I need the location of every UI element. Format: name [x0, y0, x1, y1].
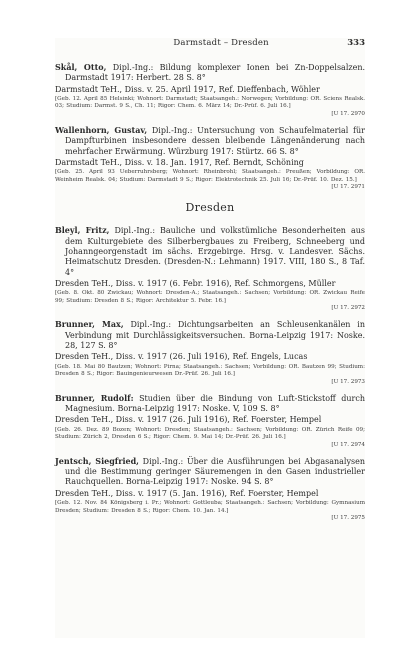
entry-title: Studien über die Bindung von Luft-Stickstoff durch Magnesium. Borna-Leipzig 1917: Noske. V, 109 S. 8° [65, 393, 365, 414]
dissertation-line: Darmstadt TeH., Diss. v. 25. April 1917, Ref. Dieffenbach, Wöhler [55, 84, 320, 94]
dresden-entries [55, 225, 365, 522]
section-heading-dresden: Dresden [185, 201, 235, 215]
entry-citation [55, 456, 365, 488]
entry-title: Dipl.-Ing.: Über die Ausführungen bei Abgasanalysen und die Bestimmung geringer Säuremengen in den Gasen industrieller Rauchquellen. Borna-Leipzig 1917: Noske. 94 S. 8° [65, 456, 365, 487]
bibliography-entry [55, 125, 365, 191]
entry-title: Dipl.-Ing.: Dichtungsarbeiten an Schleusenkanälen in Verbindung mit Durchlässigkeitsversuchen. Borna-Leipzig 1917: Noske. 28, 127 S. 8° [65, 320, 366, 351]
dissertation-line: Dresden TeH., Diss. v. 1917 (26. Juli 1916), Ref. Foerster, Hempel [55, 415, 322, 425]
catalog-number: [U 17. 2975 [331, 515, 365, 522]
running-head [55, 38, 365, 52]
author-name: Bleyl, Fritz, [55, 225, 110, 236]
author-name: Brunner, Rudolf: [55, 392, 134, 403]
entry-title: Dipl.-Ing.: Untersuchung von Schaufelmaterial für Dampfturbinen insbesondere dessen bleibende Längenänderung nach mehrfacher Erwärmung. Würzburg 1917: Stürtz. 66 S. 8° [65, 126, 365, 156]
catalog-number: [U 17. 2974 [331, 441, 365, 448]
dissertation-line: Darmstadt TeH., Diss. v. 18. Jan. 1917, Ref. Berndt, Schöning [55, 157, 304, 167]
catalog-number: [U 17. 2972 [331, 305, 365, 312]
entry-citation [55, 319, 365, 351]
entry-citation [55, 125, 365, 157]
biographical-note: [Geb. 12. Nov. 84 Königsberg i. Pr.; Wohnort: Gottleuba; Staatsangeh.: Sachsen; Vorbildung: Gymnasium Dresden; Studium: Dresden 8 S.; Rigor: Chem. 10. Jan. 14.] [55, 500, 365, 514]
bibliography-entry [55, 225, 365, 312]
biographical-note: [Geb. 25. April 93 Ueberruhrsberg; Wohnort: Rheinbrohl; Staatsangeh.: Preußen; Vorbildung: OR. Weinheim Realsk. 04; Studium: Darmstadt 9 S.; Rigor: Elektrotechnik 25. Juli 16; Dr.-Prüf. 10. Dez. 15.] [55, 169, 365, 183]
bibliography-entry [55, 393, 365, 449]
entry-citation [55, 393, 365, 415]
darmstadt-entries [55, 62, 365, 191]
bibliography-entry [55, 319, 365, 385]
running-head-title: Darmstadt – Dresden [173, 38, 269, 48]
biographical-note: [Geb. 26. Dez. 89 Bozen; Wohnort: Dresden; Staatsangeh.: Sachsen; Vorbildung: OR. Zürich Reife 09; Studium: Zürich 2, Dresden 6 S.; Rigor: Chem. 9. Mai 14; Dr.-Prüf. 26. Juli 16.] [55, 426, 365, 441]
bibliography-entry [55, 62, 365, 118]
author-name: Jentsch, Siegfried, [55, 455, 139, 466]
catalog-number: [U 17. 2970 [331, 111, 365, 118]
author-name: Wallenhorn, Gustav, [55, 125, 148, 136]
author-name: Skål, Otto, [55, 62, 107, 72]
biographical-note: [Geb. 12. April 85 Helsinki; Wohnort: Darmstadt; Staatsangeh.: Norwegen; Vorbildung: OR. Sciens Realsk. 03; Studium: Darmst. 9 S., Ch. 11; Rigor: Chem. 6. März 14; Dr.-Prüf. 6. Juli 16.] [55, 95, 365, 110]
biographical-note: [Geb. 18. Mai 80 Bautzen; Wohnort: Pirna; Staatsangeh.: Sachsen; Vorbildung: OR. Bautzen 99; Studium: Dresden 8 S.; Rigor: Bauingenieurwesen Dr.-Prüf. 26. Juli 16.] [55, 363, 365, 378]
entry-citation [55, 225, 365, 277]
bibliography-entry [55, 456, 365, 522]
dissertation-line: Dresden TeH., Diss. v. 1917 (6. Febr. 1916), Ref. Schmorgens, Müller [55, 278, 336, 288]
dissertation-line: Dresden TeH., Diss. v. 1917 (5. Jan. 1916), Ref. Foerster, Hempel [55, 488, 319, 498]
entry-title: Dipl.-Ing.: Bauliche und volkstümliche Besonderheiten aus dem Kulturgebiete des Silberbergbaues zu Freiberg, Schneeberg und Johanngeorgenstadt im sächs. Erzgebirge. Hrsg. v. Landesver. Sächs. Heimatschutz Dresden. (Dresden-N.: Lehmann) 1917. VIII, 180 S., 8 Taf. 4° [65, 226, 365, 277]
dissertation-line: Dresden TeH., Diss. v. 1917 (26. Juli 1916), Ref. Engels, Lucas [55, 352, 308, 362]
document-page [55, 38, 365, 638]
catalog-number: [U 17. 2971 [331, 184, 365, 191]
author-name: Brunner, Max, [55, 319, 124, 330]
biographical-note: [Geb. 8. Okt. 80 Zwickau; Wohnort: Dresden-A.; Staatsangeh.: Sachsen; Vorbildung: OR. Zwickau Reife 99; Studium: Dresden 8 S.; Rigor: Architektur 5. Febr. 16.] [55, 290, 365, 304]
entry-citation [55, 62, 365, 84]
page-number: 333 [347, 38, 365, 48]
catalog-number: [U 17. 2973 [331, 378, 365, 385]
entry-title: Dipl.-Ing.: Bildung komplexer Ionen bei Zn-Doppelsalzen. Darmstadt 1917: Herbert. 28 S. 8° [65, 63, 366, 83]
